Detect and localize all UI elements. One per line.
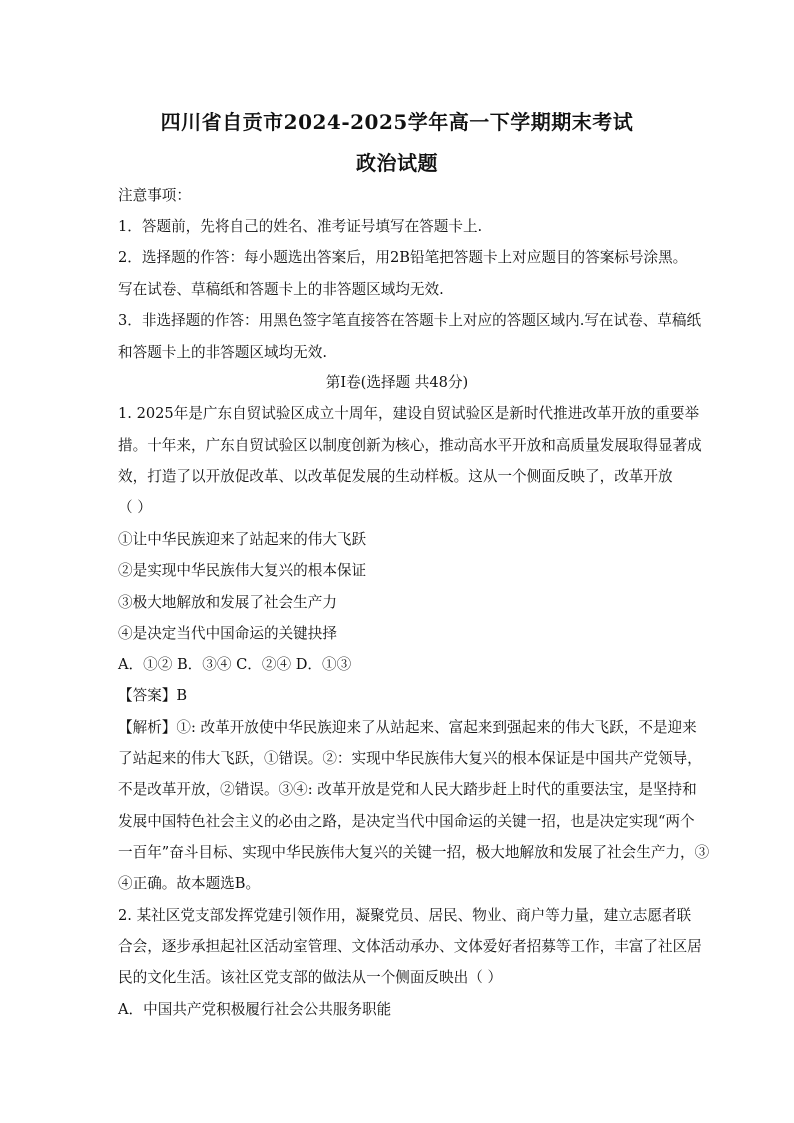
- q1-analysis: ④正确。故本题选B。: [118, 875, 261, 892]
- section-header: 第Ⅰ卷(选择题 共48分): [325, 374, 469, 391]
- q1-stem-bracket: （ ）: [118, 499, 152, 516]
- q1-option-2: ②是实现中华民族伟大复兴的根本保证: [118, 562, 367, 579]
- q2-stem: 2. 某社区党支部发挥党建引领作用，凝聚党员、居民、物业、商户等力量，建立志愿者联: [118, 907, 692, 924]
- q1-choices: A．①② B．③④ C．②④ D．①③: [118, 656, 352, 673]
- q1-analysis: 不是改革开放，②错误。③④: 改革开放是党和人民大踏步赶上时代的重要法宝，是坚持和: [118, 781, 697, 798]
- notice-item-1: 1．答题前，先将自己的姓名、准考证号填写在答题卡上.: [118, 218, 483, 235]
- page-subtitle: 政治试题: [356, 151, 438, 175]
- q2-stem: 合会，逐步承担起社区活动室管理、文体活动承办、文体爱好者招募等工作，丰富了社区居: [118, 938, 702, 955]
- notice-item-2: 2．选择题的作答：每小题选出答案后，用2B铅笔把答题卡上对应题目的答案标号涂黑。: [118, 249, 688, 266]
- q1-analysis: 【解析】①: 改革开放使中华民族迎来了从站起来、富起来到强起来的伟大飞跃，不是迎来: [118, 719, 697, 736]
- q1-analysis: 发展中国特色社会主义的必由之路，是决定当代中国命运的关键一招，也是决定实现“两个: [118, 813, 695, 830]
- q1-stem: 措。十年来，广东自贸试验区以制度创新为核心，推动高水平开放和高质量发展取得显著成: [118, 437, 702, 454]
- q2-option-a: A．中国共产党积极履行社会公共服务职能: [118, 1001, 392, 1018]
- q1-analysis: 了站起来的伟大飞跃，①错误。②：实现中华民族伟大复兴的根本保证是中国共产党领导，: [118, 750, 702, 767]
- q2-stem: 民的文化生活。该社区党支部的做法从一个侧面反映出（ ）: [118, 969, 503, 986]
- notice-header: 注意事项：: [118, 187, 191, 204]
- q1-stem: 效，打造了以开放促改革、以改革促发展的生动样板。这从一个侧面反映了，改革开放: [118, 468, 673, 485]
- page-title: 四川省自贡市2024-2025学年高一下学期期末考试: [160, 110, 634, 134]
- q1-analysis: 一百年”奋斗目标、实现中华民族伟大复兴的关键一招，极大地解放和发展了社会生产力，③: [118, 844, 710, 861]
- q1-option-3: ③极大地解放和发展了社会生产力: [118, 594, 337, 611]
- q1-option-1: ①让中华民族迎来了站起来的伟大飞跃: [118, 531, 367, 548]
- notice-item-2-cont: 写在试卷、草稿纸和答题卡上的非答题区域均无效.: [118, 281, 444, 298]
- q1-stem: 1. 2025年是广东自贸试验区成立十周年，建设自贸试验区是新时代推进改革开放的重要举: [118, 405, 700, 422]
- notice-item-3: 3．非选择题的作答：用黑色签字笔直接答在答题卡上对应的答题区域内.写在试卷、草稿纸: [118, 312, 702, 329]
- notice-item-3-cont: 和答题卡上的非答题区域均无效.: [118, 344, 327, 361]
- q1-answer: 【答案】B: [118, 687, 188, 704]
- q1-option-4: ④是决定当代中国命运的关键抉择: [118, 625, 337, 642]
